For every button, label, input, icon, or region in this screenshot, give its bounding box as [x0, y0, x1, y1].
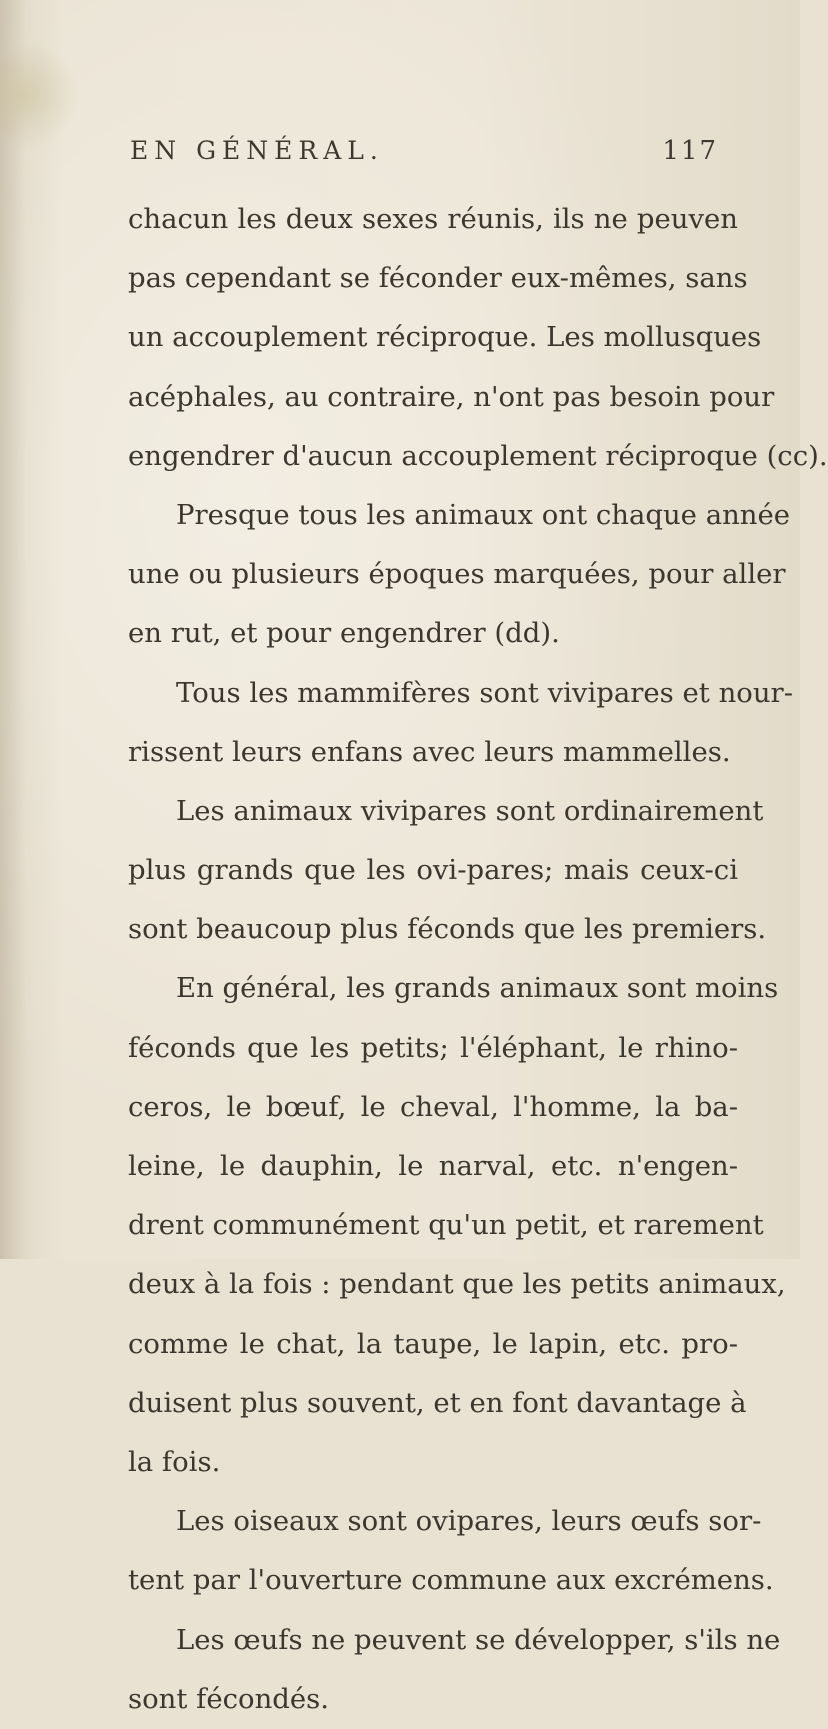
text-line: sont beaucoup plus féconds que les premiers.: [128, 913, 767, 946]
text-line: Les animaux vivipares sont ordinairement: [176, 794, 764, 827]
text-line: acéphales, au contraire, n'ont pas besoin pour: [128, 380, 775, 413]
body-text: [128, 190, 828, 1729]
text-line: une ou plusieurs époques marquées, pour aller: [128, 558, 786, 591]
text-line: tent par l'ouverture commune aux excrémens.: [128, 1564, 774, 1597]
text-line: drent communément qu'un petit, et rarement: [128, 1209, 764, 1242]
text-line: comme le chat, la taupe, le lapin, etc. pro-: [128, 1327, 738, 1360]
text-line: leine, le dauphin, le narval, etc. n'engen-: [128, 1150, 738, 1182]
running-head: EN GÉNÉRAL.: [130, 136, 384, 165]
page-number: 117: [662, 136, 718, 166]
text-line: Tous les mammifères sont vivipares et nour-: [176, 676, 793, 709]
text-line: pas cependant se féconder eux-mêmes, sans: [128, 262, 748, 295]
text-line: ceros, le bœuf, le cheval, l'homme, la ba-: [128, 1090, 738, 1123]
text-line: chacun les deux sexes réunis, ils ne peuven: [128, 203, 738, 235]
paper-stain: [0, 40, 80, 150]
text-line: un accouplement réciproque. Les mollusques: [128, 321, 762, 354]
page-edge-shadow: [0, 0, 26, 1259]
text-line: féconds que les petits; l'éléphant, le rhino-: [128, 1031, 738, 1064]
text-line: sont fécondés.: [128, 1682, 330, 1715]
text-line: rissent leurs enfans avec leurs mammelles.: [128, 735, 731, 768]
text-line: Presque tous les animaux ont chaque année: [176, 498, 791, 531]
page-header: [130, 136, 718, 176]
text-line: engendrer d'aucun accouplement réciproque (cc).: [128, 439, 828, 472]
text-line: Les oiseaux sont ovipares, leurs œufs sor-: [176, 1505, 762, 1538]
text-line: deux à la fois : pendant que les petits animaux,: [128, 1268, 786, 1301]
text-line: Les œufs ne peuvent se développer, s'ils ne: [176, 1623, 781, 1656]
text-line: duisent plus souvent, et en font davantage à: [128, 1386, 747, 1419]
text-line: En général, les grands animaux sont moins: [176, 972, 779, 1005]
text-line: plus grands que les ovi-pares; mais ceux-ci: [128, 854, 738, 887]
text-line: en rut, et pour engendrer (dd).: [128, 617, 560, 650]
text-line: la fois.: [128, 1445, 221, 1478]
